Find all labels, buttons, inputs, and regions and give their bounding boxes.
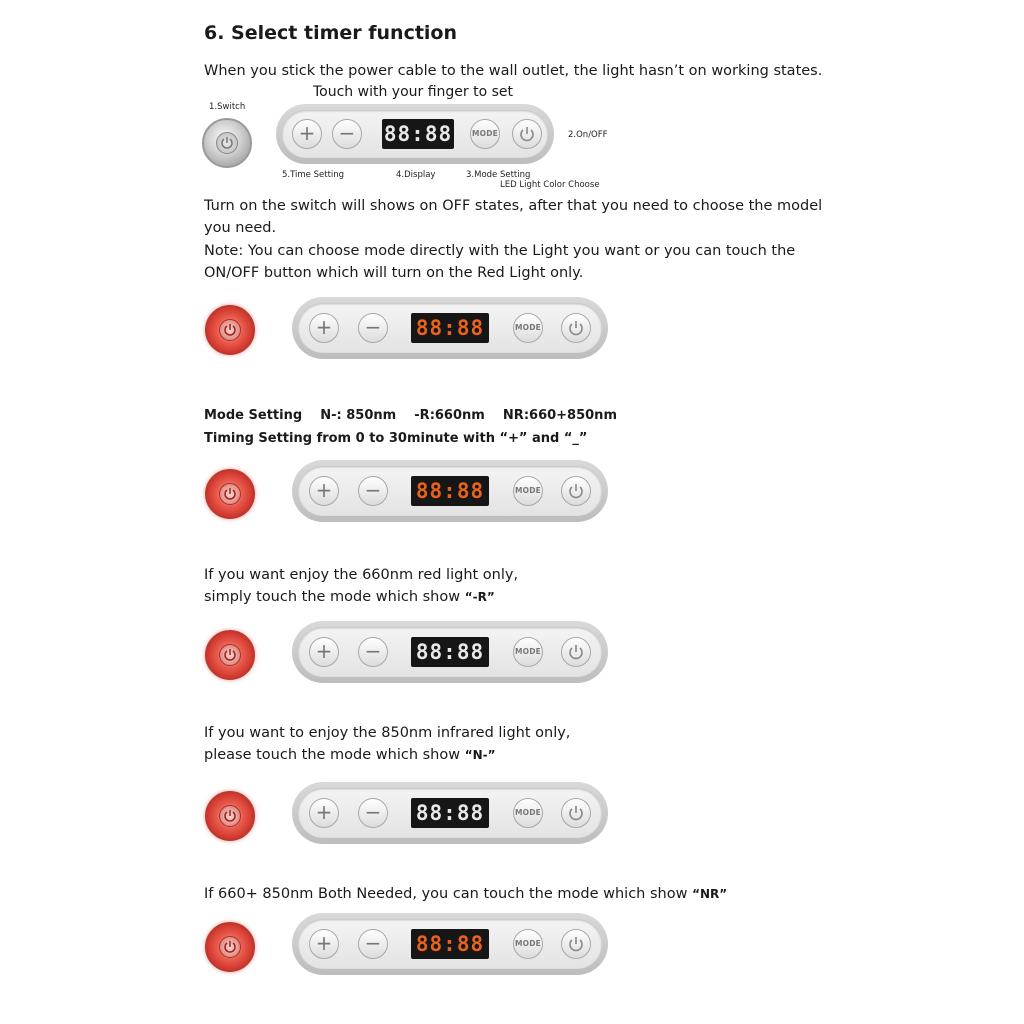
mode-button[interactable]: MODE — [513, 929, 543, 959]
both-line — [204, 883, 727, 905]
time-setting-label: 5.Time Setting — [282, 170, 345, 180]
mode-button[interactable]: MODE — [513, 637, 543, 667]
ir-only-code: “N-” — [464, 748, 496, 762]
timer-display — [411, 798, 489, 828]
power-switch[interactable] — [205, 791, 255, 841]
both-text: If 660+ 850nm Both Needed, you can touch the mode which show — [204, 886, 688, 902]
timer-display — [411, 313, 489, 343]
power-icon — [567, 319, 585, 337]
power-icon — [567, 804, 585, 822]
display-digits: 88:88 — [415, 640, 485, 664]
onoff-button[interactable] — [561, 929, 591, 959]
control-panel — [292, 297, 608, 359]
display-digits: 88:88 — [383, 122, 453, 146]
mode-button[interactable]: MODE — [513, 476, 543, 506]
minus-button[interactable]: − — [332, 119, 362, 149]
onoff-button[interactable] — [512, 119, 542, 149]
power-switch[interactable] — [205, 469, 255, 519]
minus-button[interactable]: − — [358, 798, 388, 828]
touch-label: Touch with your finger to set — [313, 84, 514, 100]
display-digits: 88:88 — [415, 479, 485, 503]
display-digits: 88:88 — [415, 801, 485, 825]
power-icon — [567, 482, 585, 500]
led-choose-label: LED Light Color Choose — [500, 180, 600, 190]
red-only-line-2 — [204, 586, 495, 608]
ir-only-text: please touch the mode which show — [204, 747, 461, 763]
power-switch[interactable] — [205, 922, 255, 972]
minus-button[interactable]: − — [358, 313, 388, 343]
onoff-button[interactable] — [561, 637, 591, 667]
red-only-line-1: If you want enjoy the 660nm red light only, — [204, 567, 519, 583]
plus-button[interactable]: + — [309, 476, 339, 506]
power-icon — [518, 125, 536, 143]
minus-button[interactable]: − — [358, 476, 388, 506]
timer-display — [382, 119, 454, 149]
timer-display — [411, 929, 489, 959]
control-panel — [276, 104, 554, 164]
control-panel — [292, 913, 608, 975]
control-panel — [292, 782, 608, 844]
display-label: 4.Display — [396, 170, 436, 180]
power-icon — [223, 487, 237, 501]
control-panel — [292, 460, 608, 522]
switch-label: 1.Switch — [209, 102, 246, 112]
timer-display — [411, 637, 489, 667]
minus-button[interactable]: − — [358, 637, 388, 667]
power-icon — [567, 935, 585, 953]
both-code: “NR” — [692, 887, 728, 901]
para1: Turn on the switch will shows on OFF states, after that you need to choose the model — [204, 198, 823, 214]
note-line-1: Note: You can choose mode directly with the Light you want or you can touch the — [204, 243, 796, 259]
power-icon — [223, 323, 237, 337]
mode-button[interactable]: MODE — [513, 313, 543, 343]
onoff-button[interactable] — [561, 313, 591, 343]
section-title: 6. Select timer function — [204, 22, 458, 44]
display-digits: 88:88 — [415, 316, 485, 340]
power-icon — [223, 940, 237, 954]
mode-setting-line: Mode Setting N-: 850nm -R:660nm NR:660+850nm — [204, 408, 617, 423]
plus-button[interactable]: + — [309, 798, 339, 828]
red-only-text: simply touch the mode which show — [204, 589, 461, 605]
intro-text: When you stick the power cable to the wall outlet, the light hasn’t on working states. — [204, 63, 823, 79]
power-icon — [223, 648, 237, 662]
power-icon — [220, 136, 234, 150]
power-switch[interactable] — [205, 630, 255, 680]
display-digits: 88:88 — [415, 932, 485, 956]
mode-button[interactable]: MODE — [470, 119, 500, 149]
minus-button[interactable]: − — [358, 929, 388, 959]
onoff-label: 2.On/OFF — [568, 130, 608, 140]
plus-button[interactable]: + — [309, 313, 339, 343]
timer-display — [411, 476, 489, 506]
power-icon — [223, 809, 237, 823]
plus-button[interactable]: + — [292, 119, 322, 149]
ir-only-line-1: If you want to enjoy the 850nm infrared light only, — [204, 725, 571, 741]
mode-button[interactable]: MODE — [513, 798, 543, 828]
para1b: you need. — [204, 220, 277, 236]
power-switch[interactable] — [202, 118, 252, 168]
plus-button[interactable]: + — [309, 929, 339, 959]
onoff-button[interactable] — [561, 476, 591, 506]
red-only-code: “-R” — [464, 590, 495, 604]
plus-button[interactable]: + — [309, 637, 339, 667]
ir-only-line-2 — [204, 744, 496, 766]
power-switch[interactable] — [205, 305, 255, 355]
onoff-button[interactable] — [561, 798, 591, 828]
timing-line: Timing Setting from 0 to 30minute with “+” and “_” — [204, 431, 588, 446]
note-line-2: ON/OFF button which will turn on the Red Light only. — [204, 265, 584, 281]
control-panel — [292, 621, 608, 683]
mode-setting-label: 3.Mode Setting — [466, 170, 531, 180]
power-icon — [567, 643, 585, 661]
